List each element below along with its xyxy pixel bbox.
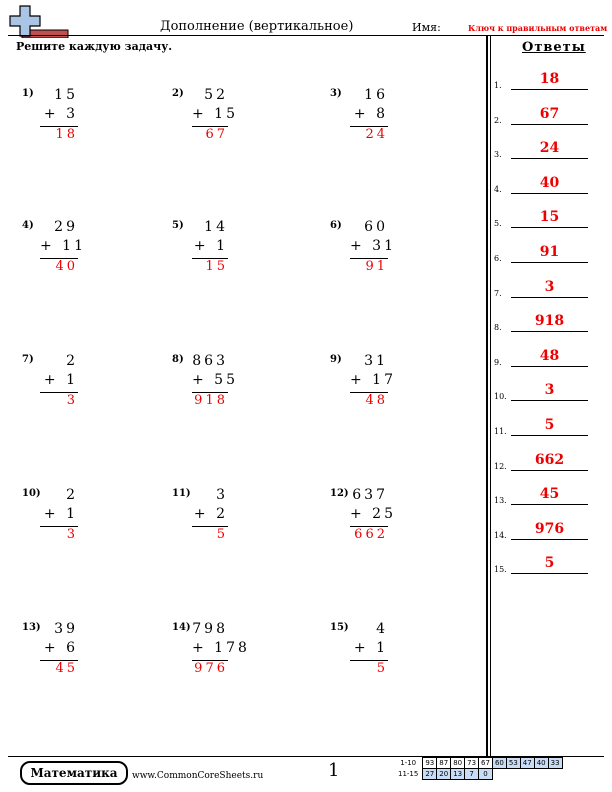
answer-key-index: 4.	[494, 184, 502, 194]
problem	[22, 354, 132, 424]
instructions: Решите каждую задачу.	[16, 40, 173, 53]
problem	[172, 220, 282, 290]
answer-key-value: 91	[539, 244, 560, 260]
problem-answer: 976	[194, 661, 228, 676]
score-cell: 0	[479, 769, 493, 780]
problem	[22, 88, 132, 158]
column-divider-inner	[490, 36, 491, 756]
answer-key-item	[494, 345, 594, 369]
answer-key-item	[494, 310, 594, 334]
answer-key-line	[511, 573, 588, 574]
score-row	[396, 758, 562, 769]
problem-answer: 48	[365, 393, 388, 408]
problem-addend-bottom: + 55	[192, 372, 238, 388]
problem-number: 6)	[330, 220, 342, 231]
answer-key-value: 662	[534, 451, 565, 468]
answer-key-value: 976	[534, 520, 565, 537]
answer-key-item	[494, 552, 594, 576]
score-row	[396, 769, 562, 780]
score-cell: 67	[479, 758, 493, 769]
answer-key-index: 3.	[494, 150, 502, 160]
problem-number: 10)	[22, 488, 41, 499]
answer-key-value: 40	[539, 174, 560, 191]
score-cell: 93	[423, 758, 437, 769]
score-cell: 27	[423, 769, 437, 780]
answer-key-value: 45	[539, 486, 560, 503]
answer-key-value: 48	[539, 347, 560, 364]
problem	[22, 488, 132, 558]
score-cell: 20	[437, 769, 451, 780]
answer-key-value: 3	[544, 278, 555, 295]
answer-key-item	[494, 241, 594, 265]
problem-addend-top: 2	[66, 487, 78, 503]
problem	[330, 622, 440, 692]
problem-addend-top: 14	[204, 219, 228, 235]
problem-addend-top: 29	[54, 219, 78, 235]
answer-key-value: 15	[539, 209, 560, 226]
problem-addend-bottom: + 8	[353, 106, 388, 122]
answer-key-line	[511, 366, 588, 367]
answer-key-index: 15.	[494, 565, 507, 575]
answer-key-line	[511, 193, 588, 194]
problem	[22, 622, 132, 692]
answer-key-line	[511, 331, 588, 332]
problem-answer: 918	[194, 393, 228, 408]
answer-key-value: 918	[534, 313, 565, 330]
answer-key-value: 67	[539, 105, 560, 122]
answer-key-index: 10.	[494, 392, 507, 402]
problem	[172, 488, 282, 558]
problem-addend-bottom: + 2	[193, 506, 228, 522]
column-divider	[486, 36, 488, 756]
score-cell: 60	[492, 758, 506, 769]
page-number: 1	[328, 760, 340, 781]
answer-key-index: 7.	[494, 288, 502, 298]
problem-addend-top: 52	[204, 87, 228, 103]
answer-key-item	[494, 414, 594, 438]
answer-key-item	[494, 206, 594, 230]
problem-addend-top: 637	[352, 487, 388, 503]
answer-key-value: 24	[539, 140, 560, 157]
problem	[172, 88, 282, 158]
problem-addend-top: 4	[376, 621, 388, 637]
answer-key-index: 5.	[494, 219, 502, 229]
answer-key-item	[494, 68, 594, 92]
problem-addend-bottom: + 6	[43, 640, 78, 656]
score-cell: 53	[506, 758, 520, 769]
answer-key-line	[511, 504, 588, 505]
problem-addend-top: 60	[364, 219, 388, 235]
problem-addend-top: 16	[364, 87, 388, 103]
answer-key-index: 9.	[494, 357, 502, 367]
problem-number: 3)	[330, 88, 342, 99]
problem-addend-bottom: + 15	[192, 106, 238, 122]
problem-addend-top: 2	[66, 353, 78, 369]
problem-number: 5)	[172, 220, 184, 231]
answer-key-item	[494, 449, 594, 473]
site-url: www.CommonCoreSheets.ru	[132, 771, 264, 781]
problem-answer: 24	[365, 127, 388, 142]
problem-number: 15)	[330, 622, 349, 633]
problem-answer: 91	[365, 259, 388, 274]
answer-key-line	[511, 262, 588, 263]
answer-key-index: 6.	[494, 254, 502, 263]
problem-answer: 15	[205, 259, 228, 274]
answer-key-value: 5	[544, 417, 555, 433]
problem-addend-bottom: + 1	[43, 506, 78, 522]
problem-addend-top: 15	[54, 87, 78, 103]
name-label: Имя:	[412, 21, 441, 34]
problem-addend-bottom: + 3	[43, 106, 78, 122]
score-row-label: 11-15	[398, 770, 419, 778]
answer-key-item	[494, 137, 594, 161]
problem-addend-bottom: + 1	[43, 372, 78, 388]
problem	[172, 354, 282, 424]
answer-key-line	[511, 435, 588, 436]
score-cell: 73	[465, 758, 479, 769]
problem-addend-top: 39	[54, 621, 78, 637]
problem-number: 13)	[22, 622, 41, 633]
answer-key-value: 3	[544, 382, 555, 399]
score-table	[396, 757, 563, 780]
problem-number: 2)	[172, 88, 184, 99]
problem-addend-top: 31	[364, 353, 388, 369]
answer-key-index: 11.	[494, 427, 507, 436]
problem-addend-bottom: + 25	[350, 506, 396, 522]
problem-addend-top: 863	[192, 353, 228, 369]
answer-key-item	[494, 172, 594, 196]
problem-addend-bottom: + 1	[353, 640, 388, 656]
problem-number: 1)	[22, 88, 34, 99]
worksheet-title: Дополнение (вертикальное)	[160, 19, 354, 34]
answer-key-item	[494, 518, 594, 542]
problem-answer: 5	[216, 527, 228, 542]
problem-number: 11)	[172, 488, 191, 499]
answer-key-item	[494, 276, 594, 300]
brand-badge: Математика	[20, 761, 128, 785]
answer-key-item	[494, 379, 594, 403]
score-cell: 40	[534, 758, 548, 769]
score-cell: 33	[548, 758, 562, 769]
problem-answer: 67	[205, 127, 228, 142]
score-row-label: 1-10	[400, 759, 417, 767]
answer-key-line	[511, 158, 588, 159]
problem-number: 4)	[22, 220, 34, 231]
answer-key-line	[511, 227, 588, 228]
answer-key-index: 14.	[494, 530, 507, 540]
problem-number: 9)	[330, 354, 342, 365]
score-cell: 13	[451, 769, 465, 780]
problem-addend-bottom: + 1	[193, 238, 228, 254]
problem-number: 14)	[172, 622, 191, 633]
problem-number: 12)	[330, 488, 349, 499]
answer-key-line	[511, 539, 588, 540]
score-cell: 47	[520, 758, 534, 769]
problem	[330, 88, 440, 158]
answer-key-value: 18	[539, 71, 560, 87]
answer-key-line	[511, 124, 588, 125]
problem-answer: 3	[66, 527, 78, 542]
answer-key-line	[511, 400, 588, 401]
answer-key-item	[494, 103, 594, 127]
problem-addend-top: 798	[192, 621, 228, 637]
problem	[330, 354, 440, 424]
problem	[172, 622, 282, 692]
answer-key-line	[511, 470, 588, 471]
problem-number: 7)	[22, 354, 34, 365]
answer-key-line	[511, 297, 588, 298]
score-cell: 80	[451, 758, 465, 769]
answer-key-index: 12.	[494, 461, 507, 471]
problem-number: 8)	[172, 354, 184, 365]
problem-answer: 40	[55, 259, 78, 274]
problem	[330, 488, 440, 558]
problem-answer: 662	[354, 527, 388, 542]
answer-key-item	[494, 483, 594, 507]
problem-answer: 45	[55, 661, 78, 676]
problem	[330, 220, 440, 290]
answer-key-line	[511, 89, 588, 90]
header-divider	[8, 35, 604, 36]
problem-answer: 18	[55, 127, 78, 142]
problem-answer: 3	[66, 393, 78, 408]
plus-logo-icon	[8, 4, 70, 38]
score-cell: 87	[437, 758, 451, 769]
answer-key-value: 5	[544, 555, 555, 572]
problem-addend-bottom: + 31	[350, 238, 396, 254]
answer-key-index: 13.	[494, 496, 507, 506]
answer-key-index: 1.	[494, 81, 502, 90]
problem-addend-bottom: + 17	[350, 372, 396, 388]
answer-key-label: Ключ к правильным ответам	[468, 23, 608, 33]
problem-addend-bottom: + 178	[192, 640, 250, 656]
problem-addend-bottom: + 11	[40, 238, 86, 254]
problem-addend-top: 3	[216, 487, 228, 503]
answers-title: Ответы	[522, 40, 586, 55]
answer-key-index: 8.	[494, 323, 502, 333]
problem-answer: 5	[376, 661, 388, 676]
problem	[22, 220, 132, 290]
score-cell: 7	[465, 769, 479, 780]
answer-key-index: 2.	[494, 115, 502, 125]
